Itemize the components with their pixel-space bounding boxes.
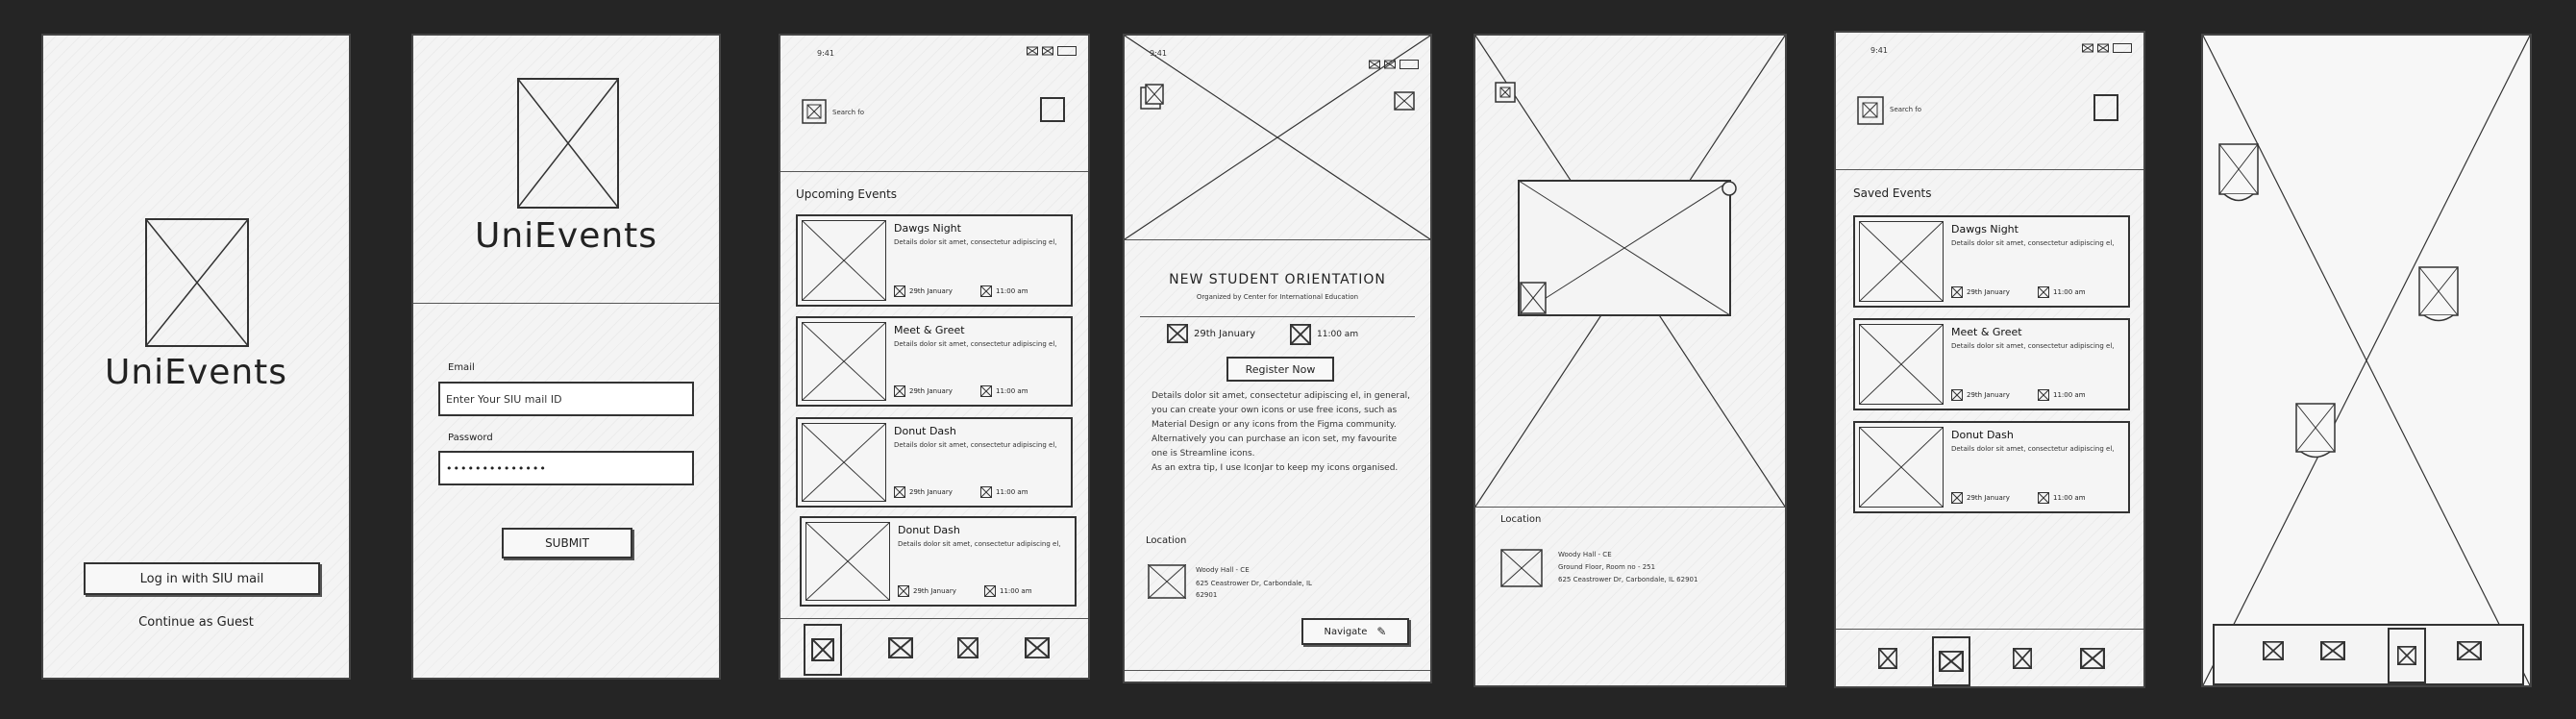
event-date	[1167, 324, 1255, 343]
marker-icon[interactable]	[2218, 143, 2259, 207]
event-description: Details dolor sit amet, consectetur adipiscing el,	[898, 540, 1061, 548]
profile-icon[interactable]	[1857, 96, 1884, 125]
login-siu-button[interactable]: Log in with SIU mail	[84, 562, 320, 595]
event-date-text: 29th January	[909, 488, 953, 496]
event-date-text: 29th January	[909, 387, 953, 395]
tab-saved[interactable]	[1932, 636, 1970, 686]
event-date-text: 29th January	[1967, 494, 2010, 502]
app-title: UniEvents	[104, 353, 288, 392]
divider	[1140, 316, 1415, 317]
event-title: Donut Dash	[898, 524, 960, 536]
event-date-text: 29th January	[1967, 288, 2010, 296]
marker-icon[interactable]	[2295, 403, 2336, 462]
location-line: 62901	[1196, 591, 1218, 599]
navigate-label: Navigate	[1324, 626, 1368, 637]
event-time	[984, 585, 1032, 597]
calendar-icon	[1951, 389, 1963, 401]
status-time: 9:41	[1150, 49, 1167, 58]
calendar-icon	[894, 285, 905, 297]
event-image-icon	[802, 220, 886, 301]
event-date	[1951, 389, 2010, 401]
battery-icon	[1399, 60, 1419, 69]
status-icons	[1027, 45, 1077, 57]
email-field[interactable]: Enter Your SIU mail ID	[438, 382, 694, 416]
event-time-text: 11:00 am	[2053, 288, 2086, 296]
event-description: Details dolor sit amet, consectetur adipiscing el,	[894, 340, 1057, 348]
event-card[interactable]	[796, 316, 1073, 407]
location-line: Woody Hall - CE	[1558, 551, 1612, 558]
screen-splash	[41, 34, 351, 680]
tab-search[interactable]	[888, 637, 913, 658]
bookmark-icon[interactable]	[1394, 91, 1415, 111]
battery-icon	[1057, 46, 1077, 56]
tab-home[interactable]	[1878, 648, 1897, 669]
search-input[interactable]: Search fo	[832, 109, 865, 116]
calendar-icon	[898, 585, 909, 597]
pencil-icon: ✎	[1376, 625, 1387, 638]
divider	[413, 303, 719, 304]
tab-notifications[interactable]	[2013, 648, 2032, 669]
event-time	[2038, 286, 2086, 298]
event-card[interactable]	[1853, 421, 2130, 513]
tab-map[interactable]	[2388, 628, 2426, 683]
screen-upcoming-events	[779, 34, 1090, 680]
event-date	[898, 585, 956, 597]
map-thumbnail-icon	[1148, 564, 1186, 599]
event-image-icon	[802, 322, 886, 401]
register-now-button[interactable]: Register Now	[1226, 357, 1334, 382]
location-line: Woody Hall - CE	[1196, 566, 1250, 574]
event-time	[980, 486, 1028, 498]
event-date-text: 29th January	[1194, 328, 1256, 339]
event-date-text: 29th January	[1967, 391, 2010, 399]
event-organizer: Organized by Center for International Education	[1196, 293, 1359, 301]
clock-icon	[980, 385, 992, 397]
event-card[interactable]	[1853, 318, 2130, 410]
clock-icon	[984, 585, 996, 597]
event-image-icon	[1859, 427, 1944, 508]
event-time	[980, 385, 1028, 397]
event-time	[980, 285, 1028, 297]
fullscreen-image-placeholder	[2203, 36, 2530, 685]
event-date	[894, 285, 953, 297]
event-title: Dawgs Night	[894, 222, 961, 235]
signal-icon	[2082, 42, 2093, 54]
event-description: Details dolor sit amet, consectetur adipiscing el,	[1951, 342, 2115, 350]
event-image-icon	[1859, 324, 1944, 405]
event-time-text: 11:00 am	[2053, 494, 2086, 502]
home-icon	[811, 638, 834, 661]
clock-icon	[2038, 286, 2049, 298]
event-image-icon	[1859, 221, 1944, 302]
location-line: Ground Floor, Room no - 251	[1558, 563, 1656, 571]
battery-icon	[2113, 43, 2132, 53]
event-date-text: 29th January	[909, 287, 953, 295]
tab-profile[interactable]	[1025, 637, 1050, 658]
map-popup-card[interactable]	[1518, 180, 1737, 316]
tab-profile[interactable]	[2080, 648, 2105, 669]
search-input[interactable]: Search fo	[1890, 106, 1922, 113]
saved-icon	[1939, 651, 1964, 672]
filter-button[interactable]	[1040, 97, 1065, 122]
calendar-icon	[1951, 492, 1963, 504]
event-time-text: 11:00 am	[2053, 391, 2086, 399]
password-field[interactable]: ••••••••••••••	[438, 451, 694, 485]
event-card[interactable]	[796, 214, 1073, 307]
tab-saved[interactable]	[957, 637, 978, 658]
wifi-icon	[1042, 45, 1053, 57]
profile-icon[interactable]	[802, 99, 827, 124]
status-time: 9:41	[1870, 46, 1888, 55]
screen-placeholder	[2201, 34, 2532, 687]
event-date	[1951, 286, 2010, 298]
event-description: Details dolor sit amet, consectetur adipiscing el,	[1951, 239, 2115, 247]
clock-icon	[980, 285, 992, 297]
header-divider	[1836, 169, 2143, 170]
app-title: UniEvents	[474, 216, 658, 256]
screen-event-detail	[1123, 34, 1432, 683]
signal-icon	[1027, 45, 1038, 57]
event-time-text: 11:00 am	[996, 488, 1028, 496]
status-time: 9:41	[817, 49, 834, 58]
filter-button[interactable]	[2093, 94, 2118, 121]
marker-icon[interactable]	[2418, 266, 2459, 326]
event-date-text: 29th January	[913, 587, 956, 595]
clock-icon	[2038, 492, 2049, 504]
bottom-tabbar	[2213, 624, 2524, 685]
status-icons	[2082, 42, 2132, 54]
event-card[interactable]	[800, 516, 1077, 607]
clock-icon	[980, 486, 992, 498]
email-label: Email	[448, 362, 475, 373]
location-label: Location	[1500, 514, 1542, 525]
submit-button[interactable]: SUBMIT	[502, 528, 632, 558]
event-title: Meet & Greet	[1951, 326, 2022, 338]
event-image-icon	[805, 522, 890, 601]
event-title: Donut Dash	[1951, 429, 2014, 441]
event-time	[1290, 324, 1358, 345]
screen-login	[411, 34, 721, 680]
event-description: Details dolor sit amet, consectetur adipiscing el,	[894, 441, 1057, 449]
event-card[interactable]	[1853, 215, 2130, 308]
popup-thumbnail-icon	[1520, 282, 1547, 314]
clock-icon	[2038, 389, 2049, 401]
map-icon	[2397, 646, 2416, 665]
event-time	[2038, 492, 2086, 504]
event-time-text: 11:00 am	[996, 387, 1028, 395]
event-description: Details dolor sit amet, consectetur adipiscing el,	[894, 238, 1057, 246]
navigate-button[interactable]	[1301, 618, 1409, 645]
logo-placeholder-icon	[517, 78, 619, 209]
bottom-divider	[1125, 670, 1430, 671]
map-divider	[1475, 507, 1785, 508]
continue-guest-link[interactable]: Continue as Guest	[138, 615, 254, 630]
event-title: Meet & Greet	[894, 324, 965, 336]
event-title: NEW STUDENT ORIENTATION	[1169, 272, 1386, 287]
event-description: Details dolor sit amet, consectetur adipiscing el, in general, you can create your own icons or use free icons, such as Material Design or any icons from the Figma community. Alternatively you can purchase an icon set, my favourite one is Streamline icons. As an extra tip, I use IconJar to keep my icons organised.	[1152, 391, 1410, 473]
tab-home[interactable]	[2263, 641, 2284, 660]
clock-icon	[1290, 324, 1311, 345]
calendar-icon	[1951, 286, 1963, 298]
tabbar-divider	[780, 618, 1088, 619]
event-time-text: 11:00 am	[996, 287, 1028, 295]
event-time	[2038, 389, 2086, 401]
status-icons	[1369, 59, 1419, 70]
calendar-icon	[894, 385, 905, 397]
password-label: Password	[448, 433, 493, 443]
location-label: Location	[1146, 535, 1187, 546]
tab-search[interactable]	[2320, 641, 2345, 660]
event-title: Dawgs Night	[1951, 223, 2019, 236]
back-button[interactable]	[1495, 82, 1516, 103]
section-title: Saved Events	[1853, 186, 1932, 200]
event-date	[894, 385, 953, 397]
location-line: 625 Ceastrower Dr, Carbondale, IL 62901	[1558, 576, 1698, 583]
event-title: Donut Dash	[894, 425, 956, 437]
screen-saved-events	[1834, 31, 2145, 688]
location-line: 625 Ceastrower Dr, Carbondale, IL	[1196, 580, 1312, 587]
event-time-text: 11:00 am	[1000, 587, 1032, 595]
wifi-icon	[2097, 42, 2109, 54]
tab-home[interactable]	[804, 624, 842, 676]
event-time-text: 11:00 am	[1317, 330, 1359, 339]
screen-map	[1474, 34, 1787, 687]
location-thumbnail-icon	[1500, 549, 1543, 587]
logo-placeholder-icon	[145, 218, 249, 347]
event-description: Details dolor sit amet, consectetur adipiscing el,	[1951, 445, 2115, 453]
back-button[interactable]	[1140, 84, 1165, 111]
event-card[interactable]	[796, 417, 1073, 508]
wifi-icon	[1384, 59, 1396, 70]
calendar-icon	[1167, 324, 1188, 343]
event-image-icon	[802, 423, 886, 502]
tab-profile[interactable]	[2457, 641, 2482, 660]
section-title: Upcoming Events	[796, 187, 898, 201]
signal-icon	[1369, 59, 1380, 70]
event-date	[894, 486, 953, 498]
header-divider	[780, 171, 1088, 172]
calendar-icon	[894, 486, 905, 498]
tabbar-divider	[1836, 629, 2143, 630]
banner-divider	[1125, 239, 1430, 240]
event-date	[1951, 492, 2010, 504]
